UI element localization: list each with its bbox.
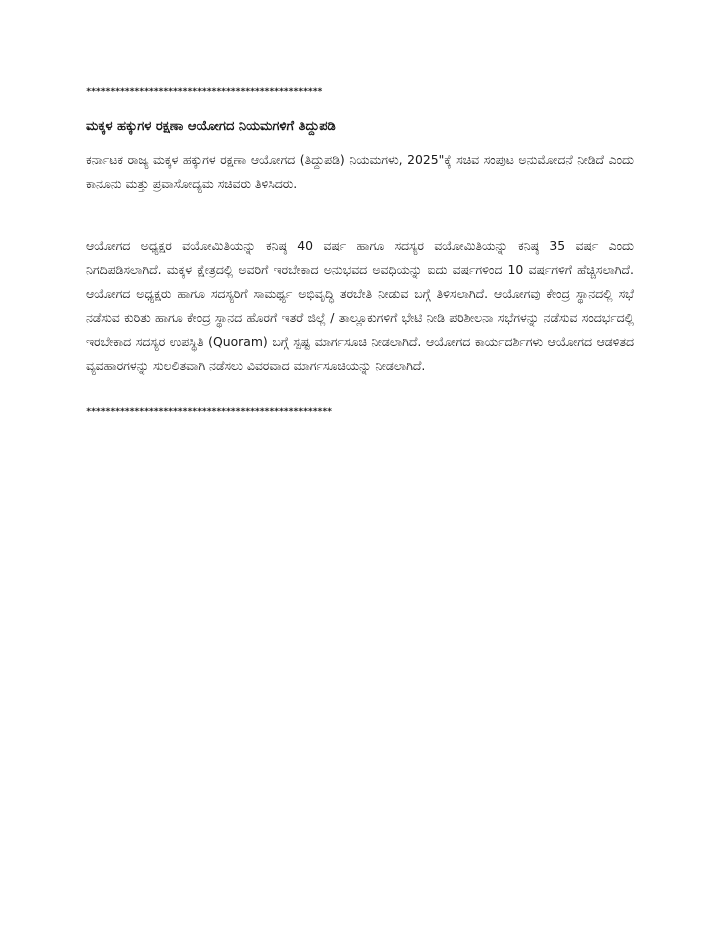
separator-bottom: ***************************************************: [86, 407, 332, 417]
paragraph-approval: ಕರ್ನಾಟಕ ರಾಜ್ಯ ಮಕ್ಕಳ ಹಕ್ಕುಗಳ ರಕ್ಷಣಾ ಆಯೋಗದ (ತಿದ್ದುಪಡಿ) ನಿಯಮಗಳು, 2025"ಕ್ಕೆ ಸಚಿವ ಸಂಪುಟ ಅನುಮೋದನೆ ನೀಡಿದೆ ಎಂದು ಕಾನೂನು ಮತ್ತು ಪ್ರವಾಸೋದ್ಯಮ ಸಚಿವರು ತಿಳಿಸಿದರು.: [86, 152, 634, 191]
document-title: ಮಕ್ಕಳ ಹಕ್ಕುಗಳ ರಕ್ಷಣಾ ಆಯೋಗದ ನಿಯಮಗಳಿಗೆ ತಿದ್ದುಪಡಿ: [86, 119, 336, 134]
separator-top: *************************************************: [86, 87, 323, 97]
paragraph-details: ಆಯೋಗದ ಅಧ್ಯಕ್ಷರ ವಯೋಮಿತಿಯನ್ನು ಕನಿಷ್ಠ 40 ವರ್ಷ ಹಾಗೂ ಸದಸ್ಯರ ವಯೋಮಿತಿಯನ್ನು ಕನಿಷ್ಠ 35 ವರ್ಷ ಎಂದು ನಿಗದಿಪಡಿಸಲಾಗಿದೆ. ಮಕ್ಕಳ ಕ್ಷೇತ್ರದಲ್ಲಿ ಅವರಿಗೆ ಇರಬೇಕಾದ ಅನುಭವದ ಅವಧಿಯನ್ನು ಐದು ವರ್ಷಗಳಿಂದ 10 ವರ್ಷಗಳಿಗೆ ಹೆಚ್ಚಿಸಲಾಗಿದೆ. ಆಯೋಗದ ಅಧ್ಯಕ್ಷರು ಹಾಗೂ ಸದಸ್ಯರಿಗೆ ಸಾಮರ್ಥ್ಯ ಅಭಿವೃದ್ಧಿ ತರಬೇತಿ ನೀಡುವ ಬಗ್ಗೆ ತಿಳಿಸಲಾಗಿದೆ. ಆಯೋಗವು ಕೇಂದ್ರ ಸ್ಥಾನದಲ್ಲಿ ಸಭೆ ನಡೆಸುವ ಕುರಿತು ಹಾಗೂ ಕೇಂದ್ರ ಸ್ಥಾನದ ಹೊರಗೆ ಇತರೆ ಜಿಲ್ಲೆ / ತಾಲ್ಲೂಕುಗಳಿಗೆ ಭೇಟಿ ನೀಡಿ ಪರಿಶೀಲನಾ ಸಭೆಗಳನ್ನು ನಡೆಸುವ ಸಂದರ್ಭದಲ್ಲಿ ಇರಬೇಕಾದ ಸದಸ್ಯರ ಉಪಸ್ಥಿತಿ (Quoram) ಬಗ್ಗೆ ಸ್ಪಷ್ಟ ಮಾರ್ಗಸೂಚಿ ನೀಡಲಾಗಿದೆ. ಆಯೋಗದ ಕಾರ್ಯದರ್ಶಿಗಳು ಆಯೋಗದ ಆಡಳಿತದ ವ್ಯವಹಾರಗಳನ್ನು ಸುಲಲಿತವಾಗಿ ನಡೆಸಲು ವಿವರವಾದ ಮಾರ್ಗಸೂಚಿಯನ್ನು ನೀಡಲಾಗಿದೆ.: [86, 238, 634, 373]
